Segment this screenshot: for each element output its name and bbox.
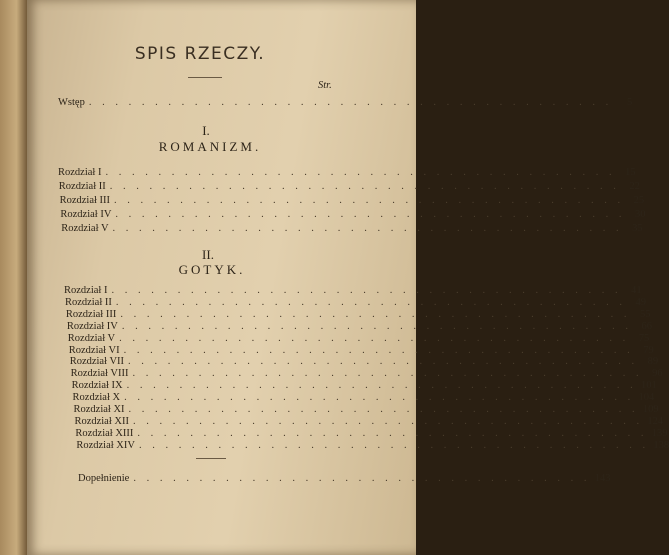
page-title: SPIS RZECZY. (134, 44, 266, 64)
dot-leader: . . . . . . . . . . . . . . . . . . . . . . . . . . . . . . . . . . . . . . . (109, 181, 620, 192)
chapter-entry (58, 180, 640, 193)
chapter-page: 55 (639, 308, 651, 320)
dot-leader: . . . . . . . . . . . . . . . . . . . . . . . . . . . . . . . . . . . . . . . (121, 320, 632, 332)
chapter-page: 139 (651, 427, 668, 439)
chapter-page: 89 (647, 356, 659, 368)
page-column-label: Str. (318, 80, 332, 91)
chapter-label: Rozdział IV (66, 320, 118, 332)
chapter-page: 101 (641, 380, 657, 392)
dot-leader: . . . . . . . . . . . . . . . . . . . . . . . . . . . . . . . . . . . . . . . (132, 415, 644, 427)
chapter-page: 22 (629, 181, 640, 192)
chapter-label: Rozdział IV (60, 209, 112, 220)
dot-leader: . . . . . . . . . . . . . . . . . . . . . . . . . . . . . . . . . . . . . . . (128, 404, 639, 415)
chapter-label: Rozdział II (64, 296, 112, 308)
chapter-label: Rozdział V (61, 223, 109, 234)
dot-leader: . . . . . . . . . . . . . . . . . . . . . . . . . . . . . . . . . . . . . . . (115, 296, 626, 308)
chapter-label: Rozdział VI (68, 344, 120, 356)
chapter-page: 79 (643, 344, 654, 356)
chapter-label: Rozdział IX (71, 380, 123, 392)
chapter-label: Rozdział XI (73, 404, 125, 415)
chapter-label: Rozdział I (58, 167, 102, 178)
chapter-label: Rozdział I (64, 285, 108, 296)
chapter-page: 35 (632, 223, 643, 234)
chapter-entry (59, 194, 645, 207)
chapter-page: 75 (638, 332, 650, 344)
chapter-label: Rozdział XIII (75, 427, 134, 439)
chapter-page: 15 (625, 167, 636, 178)
supplement-entry (78, 472, 611, 485)
dot-leader: . . . . . . . . . . . . . . . . . . . . . . . . . . . . . . . . . . . . . . . (137, 427, 648, 439)
dot-leader: . . . . . . . . . . . . . . . . . . . . . . . . . . . . . . . . . . . . . . . . (88, 97, 613, 108)
entry-label: Dopełnienie (78, 473, 130, 484)
dot-leader: . . . . . . . . . . . . . . . . . . . . . . . . . . . . . . . . . . . (133, 473, 591, 484)
dot-leader: . . . . . . . . . . . . . . . . . . . . . . . . . . . . . . . . . . . . . . . (115, 209, 626, 220)
intro-entry (58, 96, 633, 109)
dot-leader: . . . . . . . . . . . . . . . . . . . . . . . . . . . . . . . . . . . . . . . (120, 308, 631, 320)
chapter-page: 41 (631, 285, 642, 296)
dot-leader: . . . . . . . . . . . . . . . . . . . . . . . . . . . . . . . . . . . . . . . (111, 285, 622, 296)
dot-leader: . . . . . . . . . . . . . . . . . . . . . . . . . . . . . . . . . . . . . . . (123, 344, 634, 356)
dot-leader: . . . . . . . . . . . . . . . . . . . . . . . . . . . . . . . . . . . . . . . (112, 223, 623, 234)
dot-leader: . . . . . . . . . . . . . . . . . . . . . . . . . . . . . . . . . . . . . . . (119, 332, 630, 344)
chapter-label: Rozdział III (65, 308, 117, 320)
dot-leader: . . . . . . . . . . . . . . . . . . . . . . . . . . . . . . . . . . . . . . . (105, 167, 616, 178)
chapter-page: 66 (641, 320, 652, 332)
chapter-label: Rozdział XII (74, 415, 129, 427)
chapter-label: Rozdział X (72, 392, 121, 404)
chapter-entry (76, 439, 669, 452)
part-title: GOTYK. (178, 262, 246, 277)
entry-page: 5 (626, 97, 633, 108)
entry-page: 143 (594, 473, 611, 484)
dot-leader: . . . . . . . . . . . . . . . . . . . . . . . . . . . . . . . . . . . . . . . (138, 439, 650, 451)
chapter-label: Rozdział II (58, 181, 106, 192)
entry-label: Wstęp (58, 97, 85, 108)
chapter-entry (61, 222, 643, 235)
chapter-label: Rozdział III (59, 195, 111, 206)
chapter-entry (58, 166, 636, 179)
left-page-edge (0, 0, 30, 555)
dot-leader: . . . . . . . . . . . . . . . . . . . . . . . . . . . . . . . . . . . . . . . (128, 356, 639, 368)
section-rule (196, 458, 226, 459)
chapter-page: 109 (642, 404, 659, 415)
chapter-page: 104 (638, 392, 655, 404)
chapter-page: 124 (647, 415, 664, 427)
chapter-page: 96 (652, 368, 663, 380)
part-title: ROMANIZM. (158, 139, 262, 154)
dot-leader: . . . . . . . . . . . . . . . . . . . . . . . . . . . . . . . . . . . . . . . (126, 380, 637, 392)
part-number: I. (202, 123, 210, 138)
dot-leader: . . . . . . . . . . . . . . . . . . . . . . . . . . . . . . . . . . . . . . . (114, 195, 625, 206)
chapter-label: Rozdział VII (69, 356, 125, 368)
chapter-label: Rozdział XIV (76, 439, 135, 451)
chapter-page: 30 (635, 209, 646, 220)
dot-leader: . . . . . . . . . . . . . . . . . . . . . . . . . . . . . . . . . . . . . . . (132, 368, 643, 380)
dot-leader: . . . . . . . . . . . . . . . . . . . . . . . . . . . . . . . . . . . . . . . (124, 392, 635, 404)
chapter-label: Rozdział VIII (70, 368, 129, 380)
chapter-entry (60, 208, 646, 221)
chapter-label: Rozdział V (67, 332, 116, 344)
chapter-page: 49 (635, 296, 646, 308)
title-rule (188, 77, 222, 78)
part-number: II. (202, 247, 214, 262)
chapter-page: 138 (653, 439, 669, 451)
chapter-page: 25 (633, 195, 645, 206)
